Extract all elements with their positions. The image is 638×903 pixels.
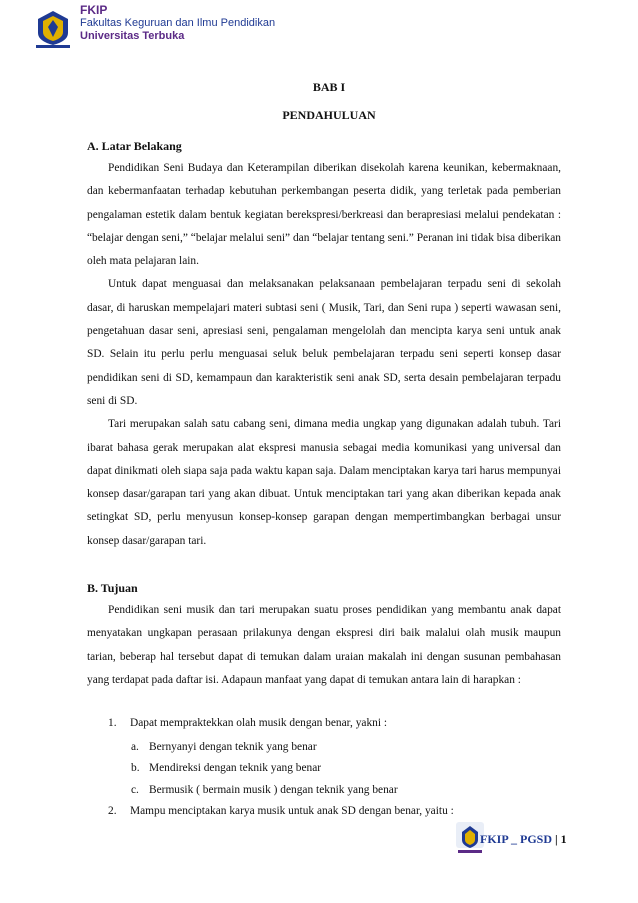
- section-a-heading: A. Latar Belakang: [87, 139, 182, 153]
- header-university: Universitas Terbuka: [80, 30, 185, 42]
- letterhead: [32, 3, 292, 53]
- footer-text: FKIP _ PGSD | 1: [480, 832, 567, 846]
- section-b-heading: B. Tujuan: [87, 581, 138, 595]
- sub-list-item: c. Bermusik ( bermain musik ) dengan teknik yang benar: [131, 784, 398, 796]
- header-fkip: FKIP: [80, 3, 108, 17]
- page-number: 1: [560, 832, 567, 846]
- paragraph: Pendidikan seni musik dan tari merupakan suatu proses pendidikan yang membantu anak dapat menyatakan ungkapan perasaan prilakunya dengan ekspresi diri baik malalui olah musik maupun tarian, beberap hal tersebut dapat di temukan dalam uraian makalah ini dengan susunan pembahasan yang terdapat pada daftar isi. Adapaun manfaat yang dapat di temukan antara lain di harapkan :: [87, 604, 561, 686]
- paragraph: Pendidikan Seni Budaya dan Keterampilan diberikan disekolah karena keunikan, kebermaknaan, dan kebermanfaatan terhadap kebutuhan perkembangan peserta didik, yang terletak pada pemberian pengalaman estetik dalam bentuk kegiatan berekspresi/berkreasi dan berapresiasi melalui pendekatan : “belajar dengan seni,” “belajar melalui seni” dan “belajar tentang seni.” Peranan ini tidak bisa diberikan oleh mata pelajaran lain.: [87, 162, 561, 268]
- header-faculty: Fakultas Keguruan dan Ilmu Pendidikan: [80, 17, 276, 29]
- sub-list-item: b. Mendireksi dengan teknik yang benar: [131, 762, 322, 774]
- paragraph: Tari merupakan salah satu cabang seni, dimana media ungkap yang digunakan adalah tubuh. Tari ibarat bahasa gerak merupakan alat ekspresi manusia sebagai media komunikasi yang universal dan dapat dinikmati oleh siapa saja pada waktu kapan saja. Dalam menciptakan karya tari harus mempunyai konsep dasar/garapan tari yang akan dibuat. Untuk menciptakan tari yang akan diberikan kepada anak setingkat SD, perlu menyusun konsep-konsep garapan dengan mempertimbangkan berbagai unsur konsep dasar/garapan tari.: [87, 418, 561, 547]
- paragraph: Untuk dapat menguasai dan melaksanakan pelaksanaan pembelajaran terpadu seni di sekolah dasar, di haruskan mempelajari materi subtasi seni ( Musik, Tari, dan Seni rupa ) seperti wawasan seni, pengetahuan dasar seni, apresiasi seni, pengalaman mengelolah dan mencipta karya seni untuk anak SD. Selain itu perlu perlu menguasai seluk beluk pembelajaran terpadu seni seperti konsep dasar pendidikan seni di SD, kemampaun dan karakteristik seni anak SD, serta desain pembelajaran terpadu seni di SD.: [87, 278, 561, 407]
- chapter-title: BAB I: [312, 80, 346, 94]
- chapter-heading: PENDAHULUAN: [282, 108, 376, 122]
- university-seal-icon: [32, 7, 74, 49]
- section-a-body: [87, 157, 561, 553]
- section-b-body: [87, 599, 561, 692]
- list-item: 1. Dapat mempraktekkan olah musik dengan benar, yakni :: [108, 717, 388, 729]
- page-footer: [450, 818, 610, 862]
- list-item: 2. Mampu menciptakan karya musik untuk anak SD dengan benar, yaitu :: [108, 805, 454, 817]
- sub-list-item: a. Bernyanyi dengan teknik yang benar: [131, 741, 317, 753]
